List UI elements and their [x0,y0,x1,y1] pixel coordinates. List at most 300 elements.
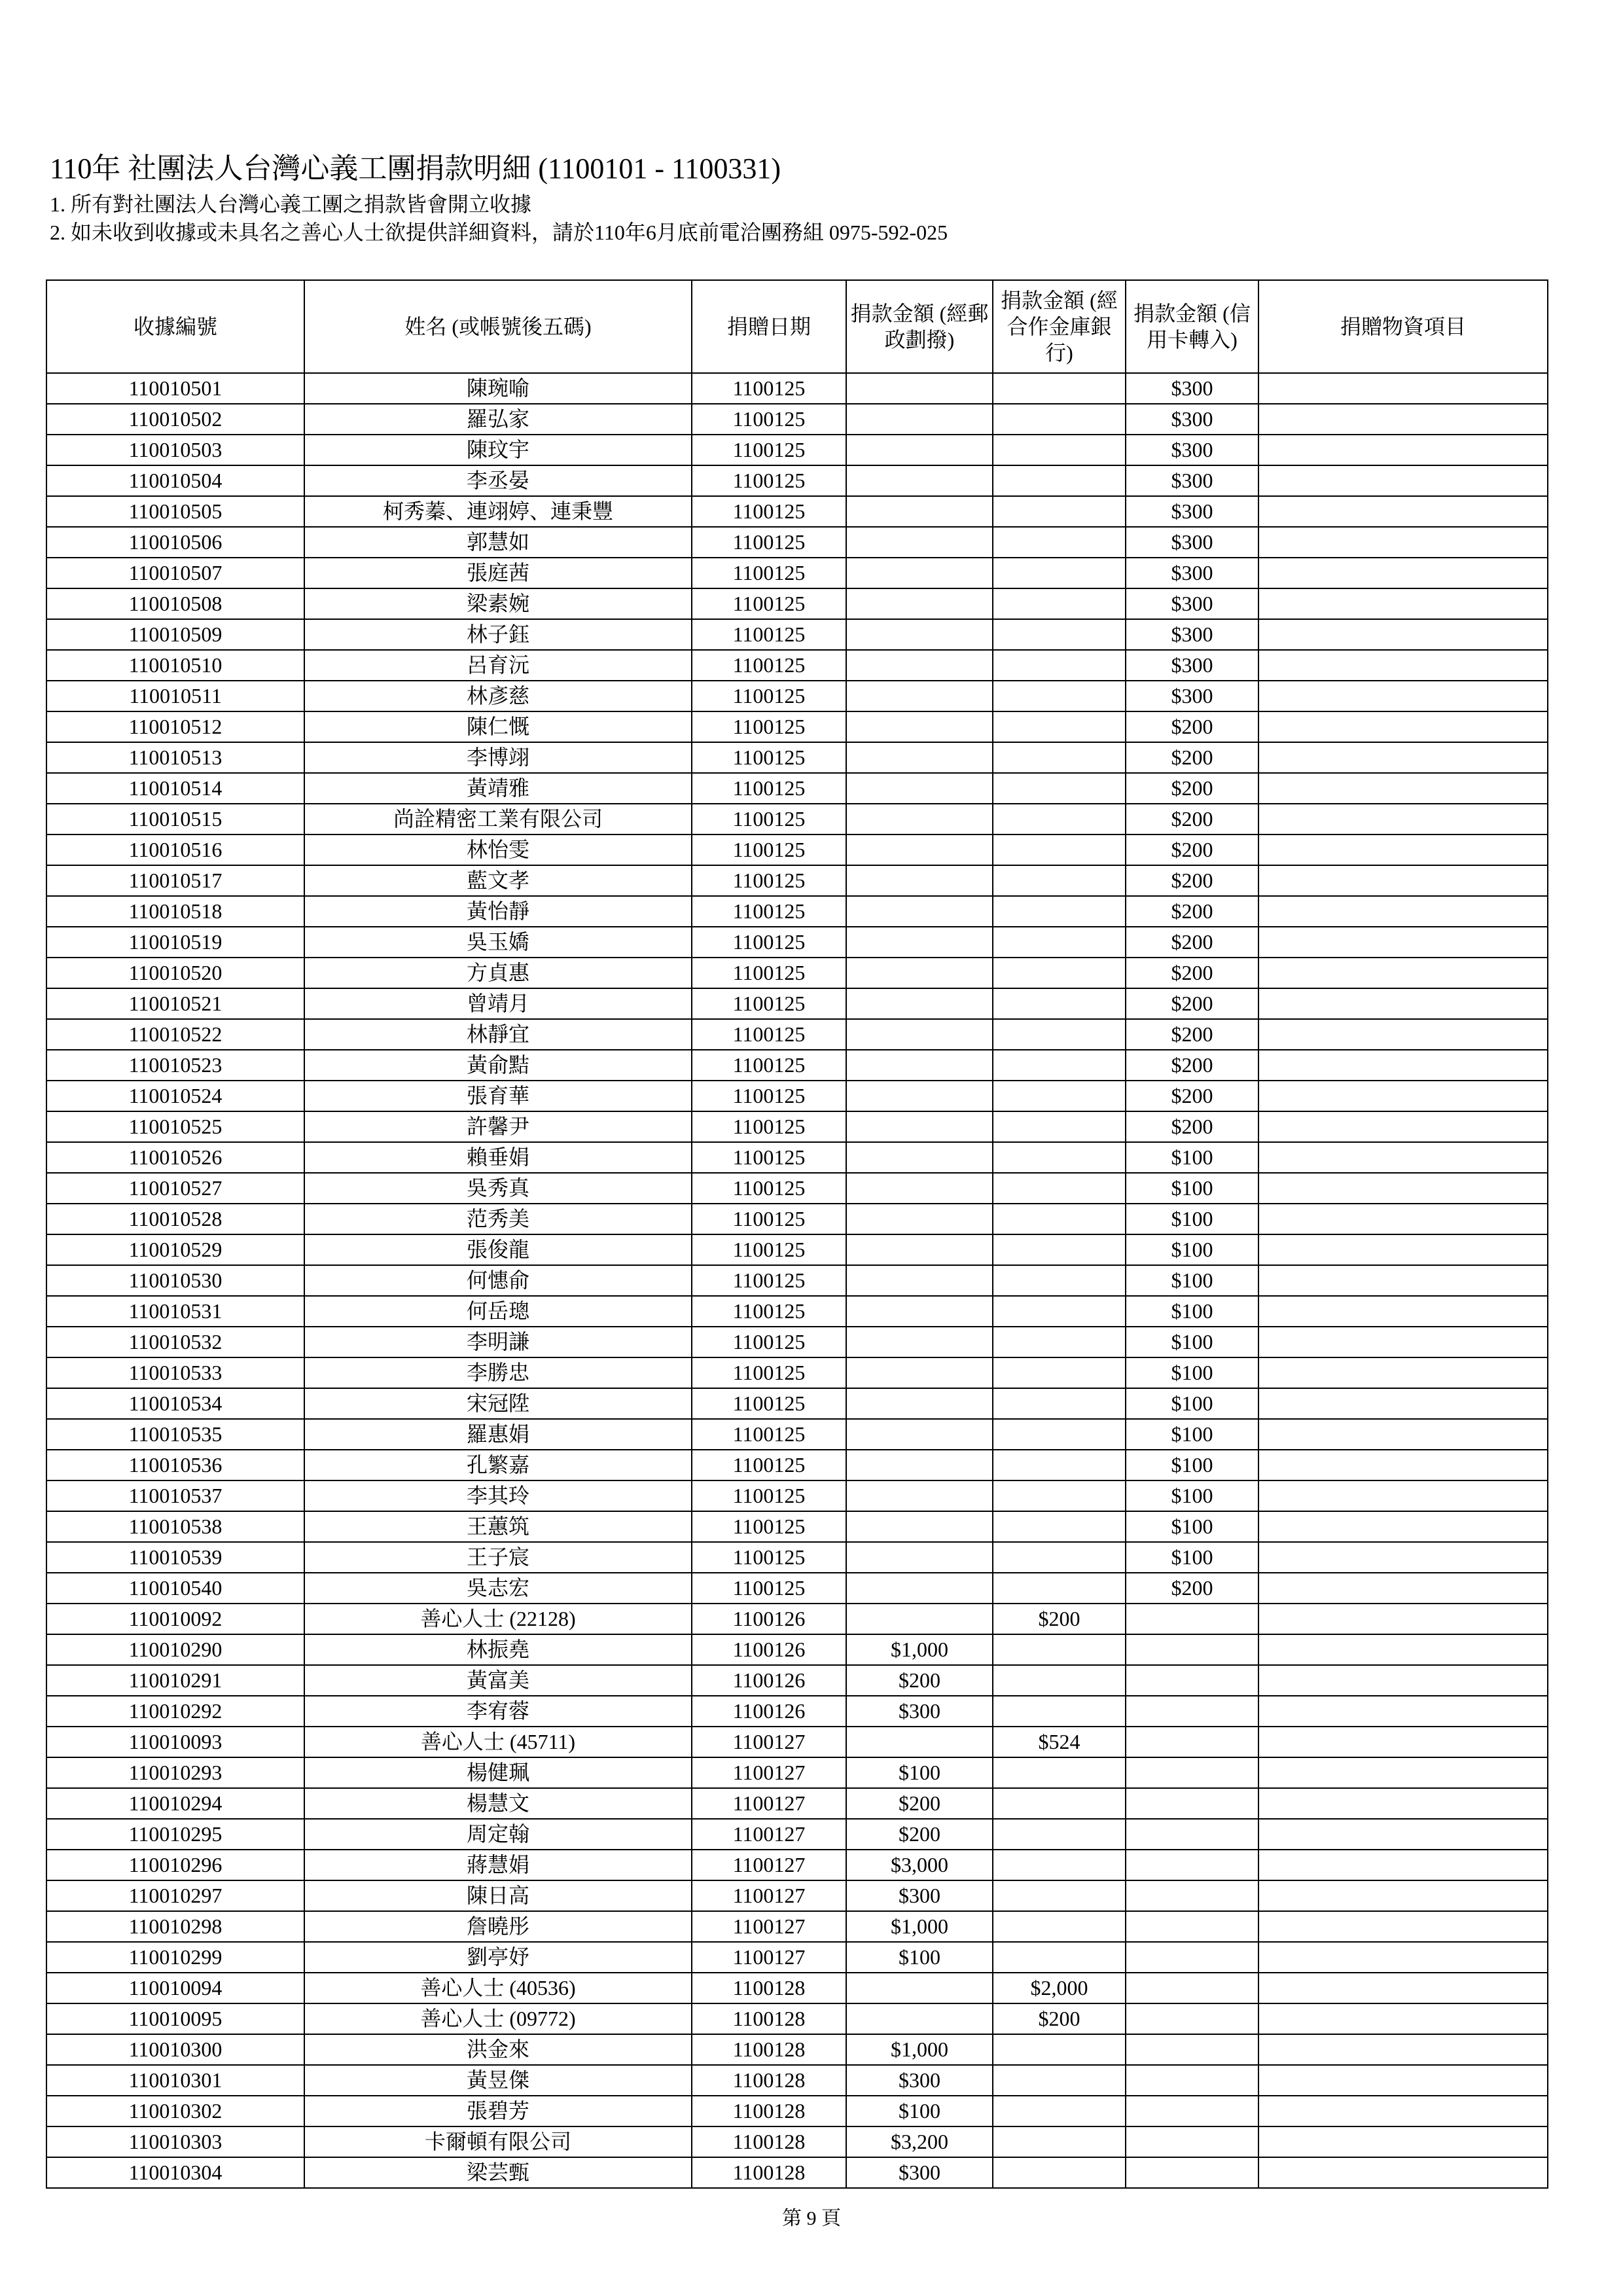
postal-amount-cell [846,834,993,865]
credit-card-amount-cell: $200 [1126,1111,1258,1142]
postal-amount-cell [846,988,993,1019]
table-row [46,650,1548,681]
donor-name-cell: 張俊龍 [304,1234,692,1265]
bank-amount-cell [993,2157,1126,2188]
table-row [46,681,1548,711]
goods-cell [1258,958,1548,988]
goods-cell [1258,1634,1548,1665]
date-cell: 1100125 [692,1265,846,1296]
bank-amount-cell [993,773,1126,804]
goods-cell [1258,1573,1548,1604]
column-header-bank-amount: 捐款金額 (經合作金庫銀行) [993,280,1126,373]
goods-cell [1258,2157,1548,2188]
page-number: 第 9 頁 [782,2208,841,2229]
table-row [46,404,1548,435]
date-cell: 1100125 [692,1173,846,1204]
date-cell: 1100128 [692,2003,846,2034]
donor-name-cell: 洪金來 [304,2034,692,2065]
postal-amount-cell: $300 [846,2157,993,2188]
bank-amount-cell [993,1788,1126,1819]
goods-cell [1258,558,1548,588]
donor-name-cell: 方貞惠 [304,958,692,988]
table-row [46,1665,1548,1696]
donor-name-cell: 吳秀真 [304,1173,692,1204]
donor-name-cell: 羅惠娟 [304,1419,692,1450]
bank-amount-cell [993,1327,1126,1357]
bank-amount-cell [993,619,1126,650]
donor-name-cell: 蔣慧娟 [304,1850,692,1880]
goods-cell [1258,1727,1548,1757]
credit-card-amount-cell: $100 [1126,1357,1258,1388]
table-row [46,1850,1548,1880]
bank-amount-cell: $200 [993,1604,1126,1634]
donor-name-cell: 林振堯 [304,1634,692,1665]
table-row [46,1911,1548,1942]
postal-amount-cell: $200 [846,1788,993,1819]
date-cell: 1100125 [692,865,846,896]
goods-cell [1258,1050,1548,1081]
goods-cell [1258,896,1548,927]
table-row [46,1604,1548,1634]
goods-cell [1258,404,1548,435]
date-cell: 1100128 [692,2065,846,2096]
goods-cell [1258,2065,1548,2096]
table-row [46,2003,1548,2034]
receipt-no-cell: 110010524 [46,1081,304,1111]
receipt-no-cell: 110010295 [46,1819,304,1850]
bank-amount-cell [993,373,1126,404]
date-cell: 1100128 [692,2034,846,2065]
date-cell: 1100125 [692,1234,846,1265]
postal-amount-cell [846,619,993,650]
credit-card-amount-cell: $300 [1126,650,1258,681]
goods-cell [1258,804,1548,834]
receipt-no-cell: 110010503 [46,435,304,465]
table-row [46,1880,1548,1911]
goods-cell [1258,1757,1548,1788]
postal-amount-cell [846,496,993,527]
table-row [46,2126,1548,2157]
donor-name-cell: 林子鈺 [304,619,692,650]
receipt-no-cell: 110010092 [46,1604,304,1634]
table-row [46,527,1548,558]
receipt-no-cell: 110010523 [46,1050,304,1081]
table-row [46,1757,1548,1788]
goods-cell [1258,681,1548,711]
credit-card-amount-cell [1126,1604,1258,1634]
bank-amount-cell [993,1357,1126,1388]
postal-amount-cell [846,1204,993,1234]
table-row [46,988,1548,1019]
date-cell: 1100128 [692,2126,846,2157]
postal-amount-cell [846,1019,993,1050]
donor-name-cell: 梁素婉 [304,588,692,619]
bank-amount-cell [993,465,1126,496]
bank-amount-cell: $200 [993,2003,1126,2034]
bank-amount-cell [993,1450,1126,1480]
table-row [46,1234,1548,1265]
postal-amount-cell [846,1388,993,1419]
receipt-no-cell: 110010510 [46,650,304,681]
postal-amount-cell [846,1173,993,1204]
goods-cell [1258,1327,1548,1357]
donor-name-cell: 善心人士 (09772) [304,2003,692,2034]
postal-amount-cell [846,1296,993,1327]
postal-amount-cell [846,1234,993,1265]
postal-amount-cell: $100 [846,2096,993,2126]
goods-cell [1258,1696,1548,1727]
date-cell: 1100125 [692,1296,846,1327]
receipt-no-cell: 110010293 [46,1757,304,1788]
credit-card-amount-cell [1126,1788,1258,1819]
table-row [46,1696,1548,1727]
table-row [46,496,1548,527]
date-cell: 1100125 [692,1419,846,1450]
bank-amount-cell [993,435,1126,465]
postal-amount-cell [846,650,993,681]
bank-amount-cell [993,1388,1126,1419]
date-cell: 1100127 [692,1727,846,1757]
postal-amount-cell [846,1111,993,1142]
date-cell: 1100126 [692,1604,846,1634]
bank-amount-cell [993,1296,1126,1327]
postal-amount-cell [846,1265,993,1296]
credit-card-amount-cell [1126,1911,1258,1942]
goods-cell [1258,435,1548,465]
bank-amount-cell [993,1173,1126,1204]
donor-name-cell: 曾靖月 [304,988,692,1019]
date-cell: 1100125 [692,804,846,834]
receipt-no-cell: 110010505 [46,496,304,527]
postal-amount-cell [846,435,993,465]
donor-name-cell: 林靜宜 [304,1019,692,1050]
receipt-no-cell: 110010302 [46,2096,304,2126]
donor-name-cell: 黃怡靜 [304,896,692,927]
table-row [46,435,1548,465]
credit-card-amount-cell: $200 [1126,742,1258,773]
postal-amount-cell [846,1727,993,1757]
donor-name-cell: 善心人士 (45711) [304,1727,692,1757]
bank-amount-cell [993,2096,1126,2126]
table-row [46,619,1548,650]
date-cell: 1100125 [692,1480,846,1511]
receipt-no-cell: 110010297 [46,1880,304,1911]
receipt-no-cell: 110010540 [46,1573,304,1604]
donor-name-cell: 林怡雯 [304,834,692,865]
bank-amount-cell: $524 [993,1727,1126,1757]
postal-amount-cell: $300 [846,1880,993,1911]
date-cell: 1100126 [692,1696,846,1727]
donor-name-cell: 陳日高 [304,1880,692,1911]
credit-card-amount-cell: $200 [1126,773,1258,804]
donor-name-cell: 梁芸甄 [304,2157,692,2188]
donor-name-cell: 尚詮精密工業有限公司 [304,804,692,834]
date-cell: 1100125 [692,681,846,711]
receipt-no-cell: 110010504 [46,465,304,496]
table-row [46,1542,1548,1573]
goods-cell [1258,1942,1548,1973]
goods-cell [1258,1819,1548,1850]
table-row [46,1050,1548,1081]
table-row [46,1450,1548,1480]
receipt-no-cell: 110010290 [46,1634,304,1665]
bank-amount-cell [993,1634,1126,1665]
table-row [46,1265,1548,1296]
bank-amount-cell [993,1142,1126,1173]
donor-name-cell: 楊慧文 [304,1788,692,1819]
table-row [46,1634,1548,1665]
credit-card-amount-cell [1126,2034,1258,2065]
table-row [46,1942,1548,1973]
table-body [46,373,1548,2188]
postal-amount-cell [846,958,993,988]
postal-amount-cell [846,527,993,558]
donor-name-cell: 許馨尹 [304,1111,692,1142]
table-row [46,1419,1548,1450]
postal-amount-cell: $200 [846,1819,993,1850]
postal-amount-cell [846,1142,993,1173]
receipt-no-cell: 110010516 [46,834,304,865]
date-cell: 1100125 [692,1388,846,1419]
table-header-row [46,280,1548,373]
receipt-no-cell: 110010525 [46,1111,304,1142]
date-cell: 1100125 [692,742,846,773]
date-cell: 1100125 [692,1111,846,1142]
receipt-no-cell: 110010093 [46,1727,304,1757]
credit-card-amount-cell: $100 [1126,1419,1258,1450]
postal-amount-cell [846,711,993,742]
goods-cell [1258,1357,1548,1388]
column-header-name: 姓名 (或帳號後五碼) [304,280,692,373]
postal-amount-cell [846,404,993,435]
table-row [46,1327,1548,1357]
bank-amount-cell [993,1757,1126,1788]
bank-amount-cell [993,742,1126,773]
column-header-postal-amount: 捐款金額 (經郵政劃撥) [846,280,993,373]
credit-card-amount-cell: $200 [1126,834,1258,865]
credit-card-amount-cell: $300 [1126,496,1258,527]
postal-amount-cell: $200 [846,1665,993,1696]
date-cell: 1100126 [692,1634,846,1665]
postal-amount-cell [846,896,993,927]
bank-amount-cell [993,588,1126,619]
goods-cell [1258,1788,1548,1819]
goods-cell [1258,834,1548,865]
credit-card-amount-cell [1126,2065,1258,2096]
table-row [46,1388,1548,1419]
receipt-no-cell: 110010531 [46,1296,304,1327]
credit-card-amount-cell: $200 [1126,927,1258,958]
postal-amount-cell [846,773,993,804]
bank-amount-cell [993,1234,1126,1265]
table-row [46,465,1548,496]
goods-cell [1258,1542,1548,1573]
receipt-no-cell: 110010529 [46,1234,304,1265]
donor-name-cell: 林彥慈 [304,681,692,711]
bank-amount-cell [993,1665,1126,1696]
goods-cell [1258,1265,1548,1296]
donor-name-cell: 藍文孝 [304,865,692,896]
date-cell: 1100125 [692,711,846,742]
date-cell: 1100125 [692,496,846,527]
goods-cell [1258,1296,1548,1327]
donor-name-cell: 陳琬喻 [304,373,692,404]
column-header-goods: 捐贈物資項目 [1258,280,1548,373]
column-header-credit-card-amount: 捐款金額 (信用卡轉入) [1126,280,1258,373]
goods-cell [1258,1173,1548,1204]
credit-card-amount-cell [1126,1942,1258,1973]
postal-amount-cell [846,681,993,711]
goods-cell [1258,619,1548,650]
bank-amount-cell [993,896,1126,927]
receipt-no-cell: 110010507 [46,558,304,588]
receipt-no-cell: 110010536 [46,1450,304,1480]
donor-name-cell: 呂育沅 [304,650,692,681]
date-cell: 1100125 [692,1542,846,1573]
donor-name-cell: 李其玲 [304,1480,692,1511]
page-title: 110年 社團法人台灣心義工團捐款明細 (1100101 - 1100331) [50,152,781,185]
table-row [46,588,1548,619]
goods-cell [1258,988,1548,1019]
credit-card-amount-cell: $100 [1126,1511,1258,1542]
bank-amount-cell [993,1480,1126,1511]
table-row [46,1296,1548,1327]
credit-card-amount-cell: $100 [1126,1204,1258,1234]
table-row [46,2157,1548,2188]
credit-card-amount-cell: $100 [1126,1142,1258,1173]
donor-name-cell: 宋冠陞 [304,1388,692,1419]
goods-cell [1258,1111,1548,1142]
receipt-no-cell: 110010517 [46,865,304,896]
receipt-no-cell: 110010538 [46,1511,304,1542]
bank-amount-cell [993,1419,1126,1450]
donor-name-cell: 王蕙筑 [304,1511,692,1542]
receipt-no-cell: 110010291 [46,1665,304,1696]
donor-name-cell: 李勝忠 [304,1357,692,1388]
bank-amount-cell [993,650,1126,681]
date-cell: 1100127 [692,1942,846,1973]
table-row [46,865,1548,896]
receipt-no-cell: 110010537 [46,1480,304,1511]
credit-card-amount-cell: $200 [1126,1019,1258,1050]
column-header-date: 捐贈日期 [692,280,846,373]
credit-card-amount-cell: $100 [1126,1173,1258,1204]
goods-cell [1258,1880,1548,1911]
goods-cell [1258,773,1548,804]
credit-card-amount-cell [1126,1850,1258,1880]
bank-amount-cell [993,804,1126,834]
credit-card-amount-cell [1126,1634,1258,1665]
credit-card-amount-cell [1126,2157,1258,2188]
receipt-no-cell: 110010300 [46,2034,304,2065]
donor-name-cell: 張庭茜 [304,558,692,588]
receipt-no-cell: 110010508 [46,588,304,619]
postal-amount-cell [846,1327,993,1357]
donation-table [46,279,1548,2189]
credit-card-amount-cell: $300 [1126,435,1258,465]
donor-name-cell: 陳玟宇 [304,435,692,465]
goods-cell [1258,2096,1548,2126]
date-cell: 1100125 [692,465,846,496]
date-cell: 1100125 [692,1050,846,1081]
receipt-no-cell: 110010532 [46,1327,304,1357]
receipt-no-cell: 110010292 [46,1696,304,1727]
credit-card-amount-cell [1126,1880,1258,1911]
bank-amount-cell [993,865,1126,896]
postal-amount-cell: $1,000 [846,2034,993,2065]
goods-cell [1258,2126,1548,2157]
donor-name-cell: 李博翊 [304,742,692,773]
bank-amount-cell [993,2034,1126,2065]
credit-card-amount-cell: $200 [1126,865,1258,896]
postal-amount-cell: $3,000 [846,1850,993,1880]
receipt-no-cell: 110010535 [46,1419,304,1450]
goods-cell [1258,588,1548,619]
bank-amount-cell [993,1542,1126,1573]
date-cell: 1100125 [692,834,846,865]
goods-cell [1258,1419,1548,1450]
postal-amount-cell [846,373,993,404]
credit-card-amount-cell: $100 [1126,1542,1258,1573]
table-row [46,1788,1548,1819]
table-row [46,1480,1548,1511]
postal-amount-cell [846,1450,993,1480]
credit-card-amount-cell [1126,1665,1258,1696]
postal-amount-cell [846,1511,993,1542]
date-cell: 1100125 [692,1142,846,1173]
receipt-no-cell: 110010518 [46,896,304,927]
credit-card-amount-cell [1126,2003,1258,2034]
table-row [46,804,1548,834]
credit-card-amount-cell [1126,1727,1258,1757]
receipt-no-cell: 110010296 [46,1850,304,1880]
receipt-no-cell: 110010301 [46,2065,304,2096]
credit-card-amount-cell: $200 [1126,711,1258,742]
table-row [46,1573,1548,1604]
receipt-no-cell: 110010539 [46,1542,304,1573]
table-row [46,2034,1548,2065]
credit-card-amount-cell [1126,1757,1258,1788]
bank-amount-cell [993,1573,1126,1604]
bank-amount-cell [993,1850,1126,1880]
goods-cell [1258,527,1548,558]
date-cell: 1100126 [692,1665,846,1696]
receipt-no-cell: 110010094 [46,1973,304,2003]
table-row [46,1081,1548,1111]
postal-amount-cell [846,588,993,619]
date-cell: 1100128 [692,2096,846,2126]
postal-amount-cell: $1,000 [846,1634,993,1665]
donor-name-cell: 黃昱傑 [304,2065,692,2096]
bank-amount-cell [993,1111,1126,1142]
date-cell: 1100125 [692,1573,846,1604]
date-cell: 1100125 [692,1450,846,1480]
receipt-no-cell: 110010515 [46,804,304,834]
postal-amount-cell: $100 [846,1757,993,1788]
donor-name-cell: 黃俞黠 [304,1050,692,1081]
table-row [46,1142,1548,1173]
postal-amount-cell [846,1419,993,1450]
postal-amount-cell [846,465,993,496]
date-cell: 1100125 [692,773,846,804]
postal-amount-cell: $300 [846,2065,993,2096]
table-row [46,834,1548,865]
donor-name-cell: 吳玉嬌 [304,927,692,958]
goods-cell [1258,711,1548,742]
credit-card-amount-cell: $100 [1126,1450,1258,1480]
donor-name-cell: 吳志宏 [304,1573,692,1604]
date-cell: 1100127 [692,1757,846,1788]
